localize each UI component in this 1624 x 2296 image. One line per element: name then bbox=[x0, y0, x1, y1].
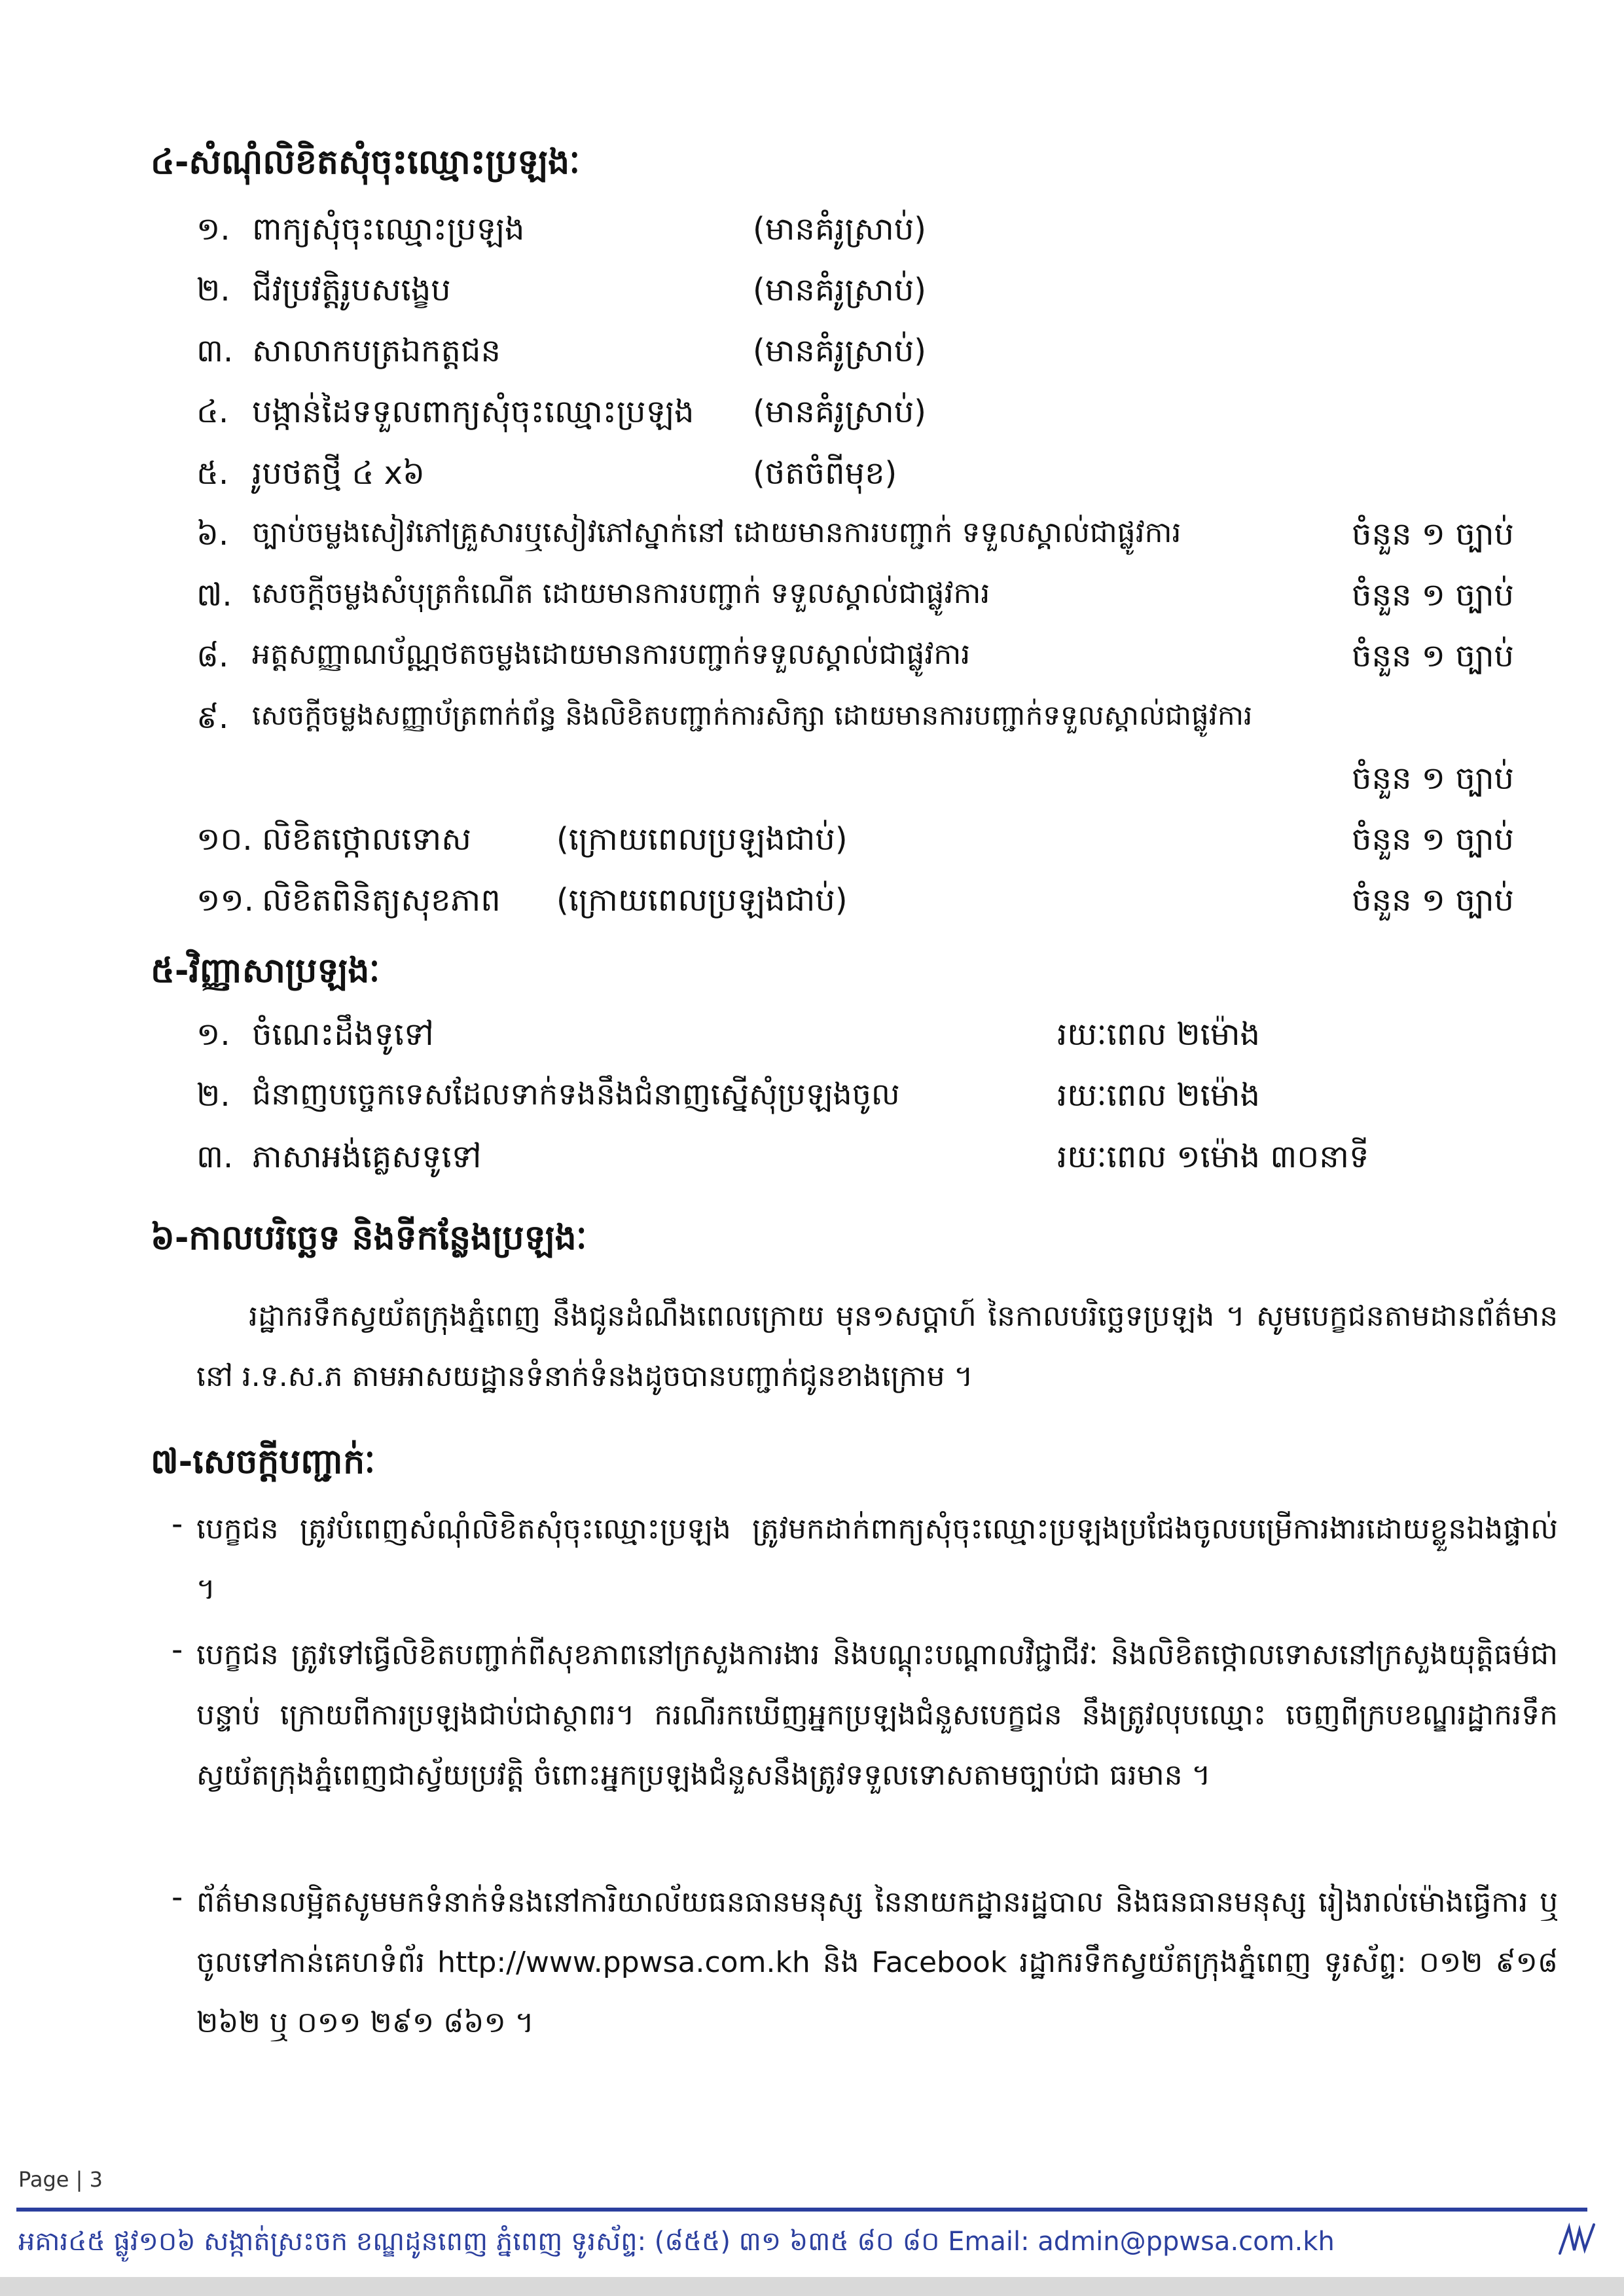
list-item: បេក្ខជន ត្រូវបំពេញសំណុំលិខិតសុំចុះឈ្មោះប្រឡង ត្រូវមកដាក់ពាក្យសុំចុះឈ្មោះប្រឡងប្រជែងចូលបម្រើការងារដោយខ្លួនឯងផ្ទាល់ ។ bbox=[196, 1512, 1558, 1606]
item-text: លិខិតពិនិត្យសុខភាព bbox=[262, 882, 501, 919]
item-count: ចំនួន ១ ច្បាប់ bbox=[1352, 760, 1515, 797]
item-number: ២. bbox=[196, 1077, 230, 1114]
bullet-dash: - bbox=[171, 1506, 183, 1542]
item-number: ១. bbox=[196, 211, 230, 247]
section6-paragraph: រដ្ឋាករទឹកស្វយ័តក្រុងភ្នំពេញ នឹងជូនដំណឹងពេលក្រោយ មុន១សប្តាហ៍ នៃកាលបរិច្ឆេទប្រឡង ។ សូមបេក្ខជនតាមដានព័ត៌មាននៅ រ.ទ.ស.ភ តាមអាសយដ្ឋានទំនាក់ទំនងដូចបានបញ្ជាក់ជូនខាងក្រោម ។ bbox=[196, 1300, 1558, 1393]
item-count: ចំនួន ១ ច្បាប់ bbox=[1352, 577, 1515, 613]
item-number: ៦. bbox=[196, 516, 229, 553]
item-duration: រយៈពេល ២ម៉ោង bbox=[1057, 1016, 1260, 1053]
item-text: រូបថតថ្មី ៤ x៦ bbox=[252, 455, 425, 492]
item-note: (ក្រោយពេលប្រឡងជាប់) bbox=[556, 882, 848, 919]
page-number: Page | 3 bbox=[18, 2167, 103, 2192]
item-number: ១១. bbox=[196, 882, 254, 919]
signature-mark-icon bbox=[1555, 2221, 1600, 2260]
item-number: ១. bbox=[196, 1016, 230, 1053]
item-text: ភាសាអង់គ្លេសទូទៅ bbox=[252, 1139, 482, 1175]
section4-heading: ៤-សំណុំលិខិតសុំចុះឈ្មោះប្រឡងៈ bbox=[151, 143, 580, 182]
item-note: (មានគំរូស្រាប់) bbox=[753, 393, 927, 430]
scan-edge bbox=[0, 2277, 1624, 2296]
item-note: (មានគំរូស្រាប់) bbox=[753, 211, 927, 247]
item-text: ពាក្យសុំចុះឈ្មោះប្រឡង bbox=[252, 211, 525, 247]
item-text: ចំណេះដឹងទូទៅ bbox=[252, 1016, 434, 1053]
item-text: សាលាកបត្រឯកត្តជន bbox=[252, 333, 501, 369]
item-text: សេចក្តីចម្លងសញ្ញាប័ត្រពាក់ព័ន្ធ និងលិខិតបញ្ជាក់ការសិក្សា ដោយមានការបញ្ជាក់ទទួលស្គាល់ជាផ្លូវការ bbox=[252, 699, 1253, 731]
item-number: ៨. bbox=[196, 638, 229, 674]
item-count: ចំនួន ១ ច្បាប់ bbox=[1352, 638, 1515, 674]
item-text: ច្បាប់ចម្លងសៀវភៅគ្រួសារឬសៀវភៅស្នាក់នៅ ដោយមានការបញ្ជាក់ ទទួលស្គាល់ជាផ្លូវការ bbox=[252, 516, 1182, 549]
item-text: លិខិតថ្កោលទោស bbox=[262, 821, 471, 858]
item-text: សេចក្តីចម្លងសំបុត្រកំណើត ដោយមានការបញ្ជាក់ ទទួលស្គាល់ជាផ្លូវការ bbox=[252, 577, 990, 610]
item-text: បង្កាន់ដៃទទួលពាក្យសុំចុះឈ្មោះប្រឡង bbox=[252, 393, 695, 430]
item-number: ៥. bbox=[196, 455, 229, 492]
section5-heading: ៥-វិញ្ញាសាប្រឡងៈ bbox=[151, 951, 380, 991]
bullet-dash: - bbox=[171, 1631, 183, 1668]
list-item: បេក្ខជន ត្រូវទៅធ្វើលិខិតបញ្ជាក់ពីសុខភាពនៅក្រសួងការងារ និងបណ្តុះបណ្តាលវិជ្ជាជីវៈ និងលិខិតថ្កោលទោសនៅក្រសួងយុត្តិធម៌ជាបន្ទាប់ ក្រោយពីការប្រឡងជាប់ជាស្ថាពរ។ ករណីរកឃើញអ្នកប្រឡងជំនួសបេក្ខជន នឹងត្រូវលុបឈ្មោះ ចេញពីក្របខណ្ឌរដ្ឋាករទឹកស្វយ័តក្រុងភ្នំពេញជាស្វ័យប្រវត្តិ ចំពោះអ្នកប្រឡងជំនួសនឹងត្រូវទទួលទោសតាមច្បាប់ជា ធរមាន ។ bbox=[196, 1638, 1558, 1792]
footer-divider bbox=[16, 2208, 1587, 2212]
list-item: ព័ត៌មានលម្អិតសូមមកទំនាក់ទំនងនៅការិយាល័យធនធានមនុស្ស នៃនាយកដ្ឋានរដ្ឋបាល និងធនធានមនុស្ស រៀងរាល់ម៉ោងធ្វើការ ឬចូលទៅកាន់គេហទំព័រ http://www.ppwsa.com.kh និង Facebook រដ្ឋាករទឹកស្វយ័តក្រុងភ្នំពេញ ទូរស័ព្ទ: ០១២ ៩១៨ ២៦២ ឬ ០១១ ២៩១ ៨៦១ ។ bbox=[196, 1886, 1558, 2039]
item-note: (ក្រោយពេលប្រឡងជាប់) bbox=[556, 821, 848, 858]
item-number: ៧. bbox=[196, 577, 232, 613]
item-number: ៣. bbox=[196, 333, 234, 369]
item-count: ចំនួន ១ ច្បាប់ bbox=[1352, 882, 1515, 919]
item-number: ២. bbox=[196, 272, 230, 308]
item-note: (មានគំរូស្រាប់) bbox=[753, 333, 927, 369]
initials-signature bbox=[1555, 2221, 1600, 2267]
item-number: ៤. bbox=[196, 393, 229, 430]
item-number: ១០. bbox=[196, 821, 253, 858]
item-note: (ថតចំពីមុខ) bbox=[753, 455, 897, 492]
item-text: ជំនាញបច្ចេកទេសដែលទាក់ទងនឹងជំនាញស្នើសុំប្រឡងចូល bbox=[252, 1076, 900, 1112]
item-number: ៣. bbox=[196, 1139, 234, 1175]
footer-address: អគារ៤៥ ផ្លូវ១០៦ សង្កាត់ស្រះចក ខណ្ឌដូនពេញ ភ្នំពេញ ទូរស័ព្ទ: (៨៥៥) ៣១ ៦៣៥ ៨០ ៨០ Email: admin@ppwsa.com.kh bbox=[18, 2227, 1335, 2257]
item-duration: រយៈពេល ២ម៉ោង bbox=[1057, 1077, 1260, 1114]
section6-heading: ៦-កាលបរិច្ឆេទ និងទីកន្លែងប្រឡងៈ bbox=[151, 1218, 587, 1258]
item-duration: រយៈពេល ១ម៉ោង ៣០នាទី bbox=[1057, 1139, 1369, 1175]
item-count: ចំនួន ១ ច្បាប់ bbox=[1352, 821, 1515, 858]
item-text: ជីវប្រវត្តិរូបសង្ខេប bbox=[252, 272, 451, 308]
bullet-dash: - bbox=[171, 1879, 183, 1916]
section7-heading: ៧-សេចក្តីបញ្ជាក់ៈ bbox=[151, 1442, 376, 1482]
item-count: ចំនួន ១ ច្បាប់ bbox=[1352, 516, 1515, 553]
item-note: (មានគំរូស្រាប់) bbox=[753, 272, 927, 308]
item-number: ៩. bbox=[196, 699, 229, 736]
item-text: អត្តសញ្ញាណប័ណ្ណថតចម្លងដោយមានការបញ្ជាក់ទទួលស្គាល់ជាផ្លូវការ bbox=[252, 638, 971, 671]
